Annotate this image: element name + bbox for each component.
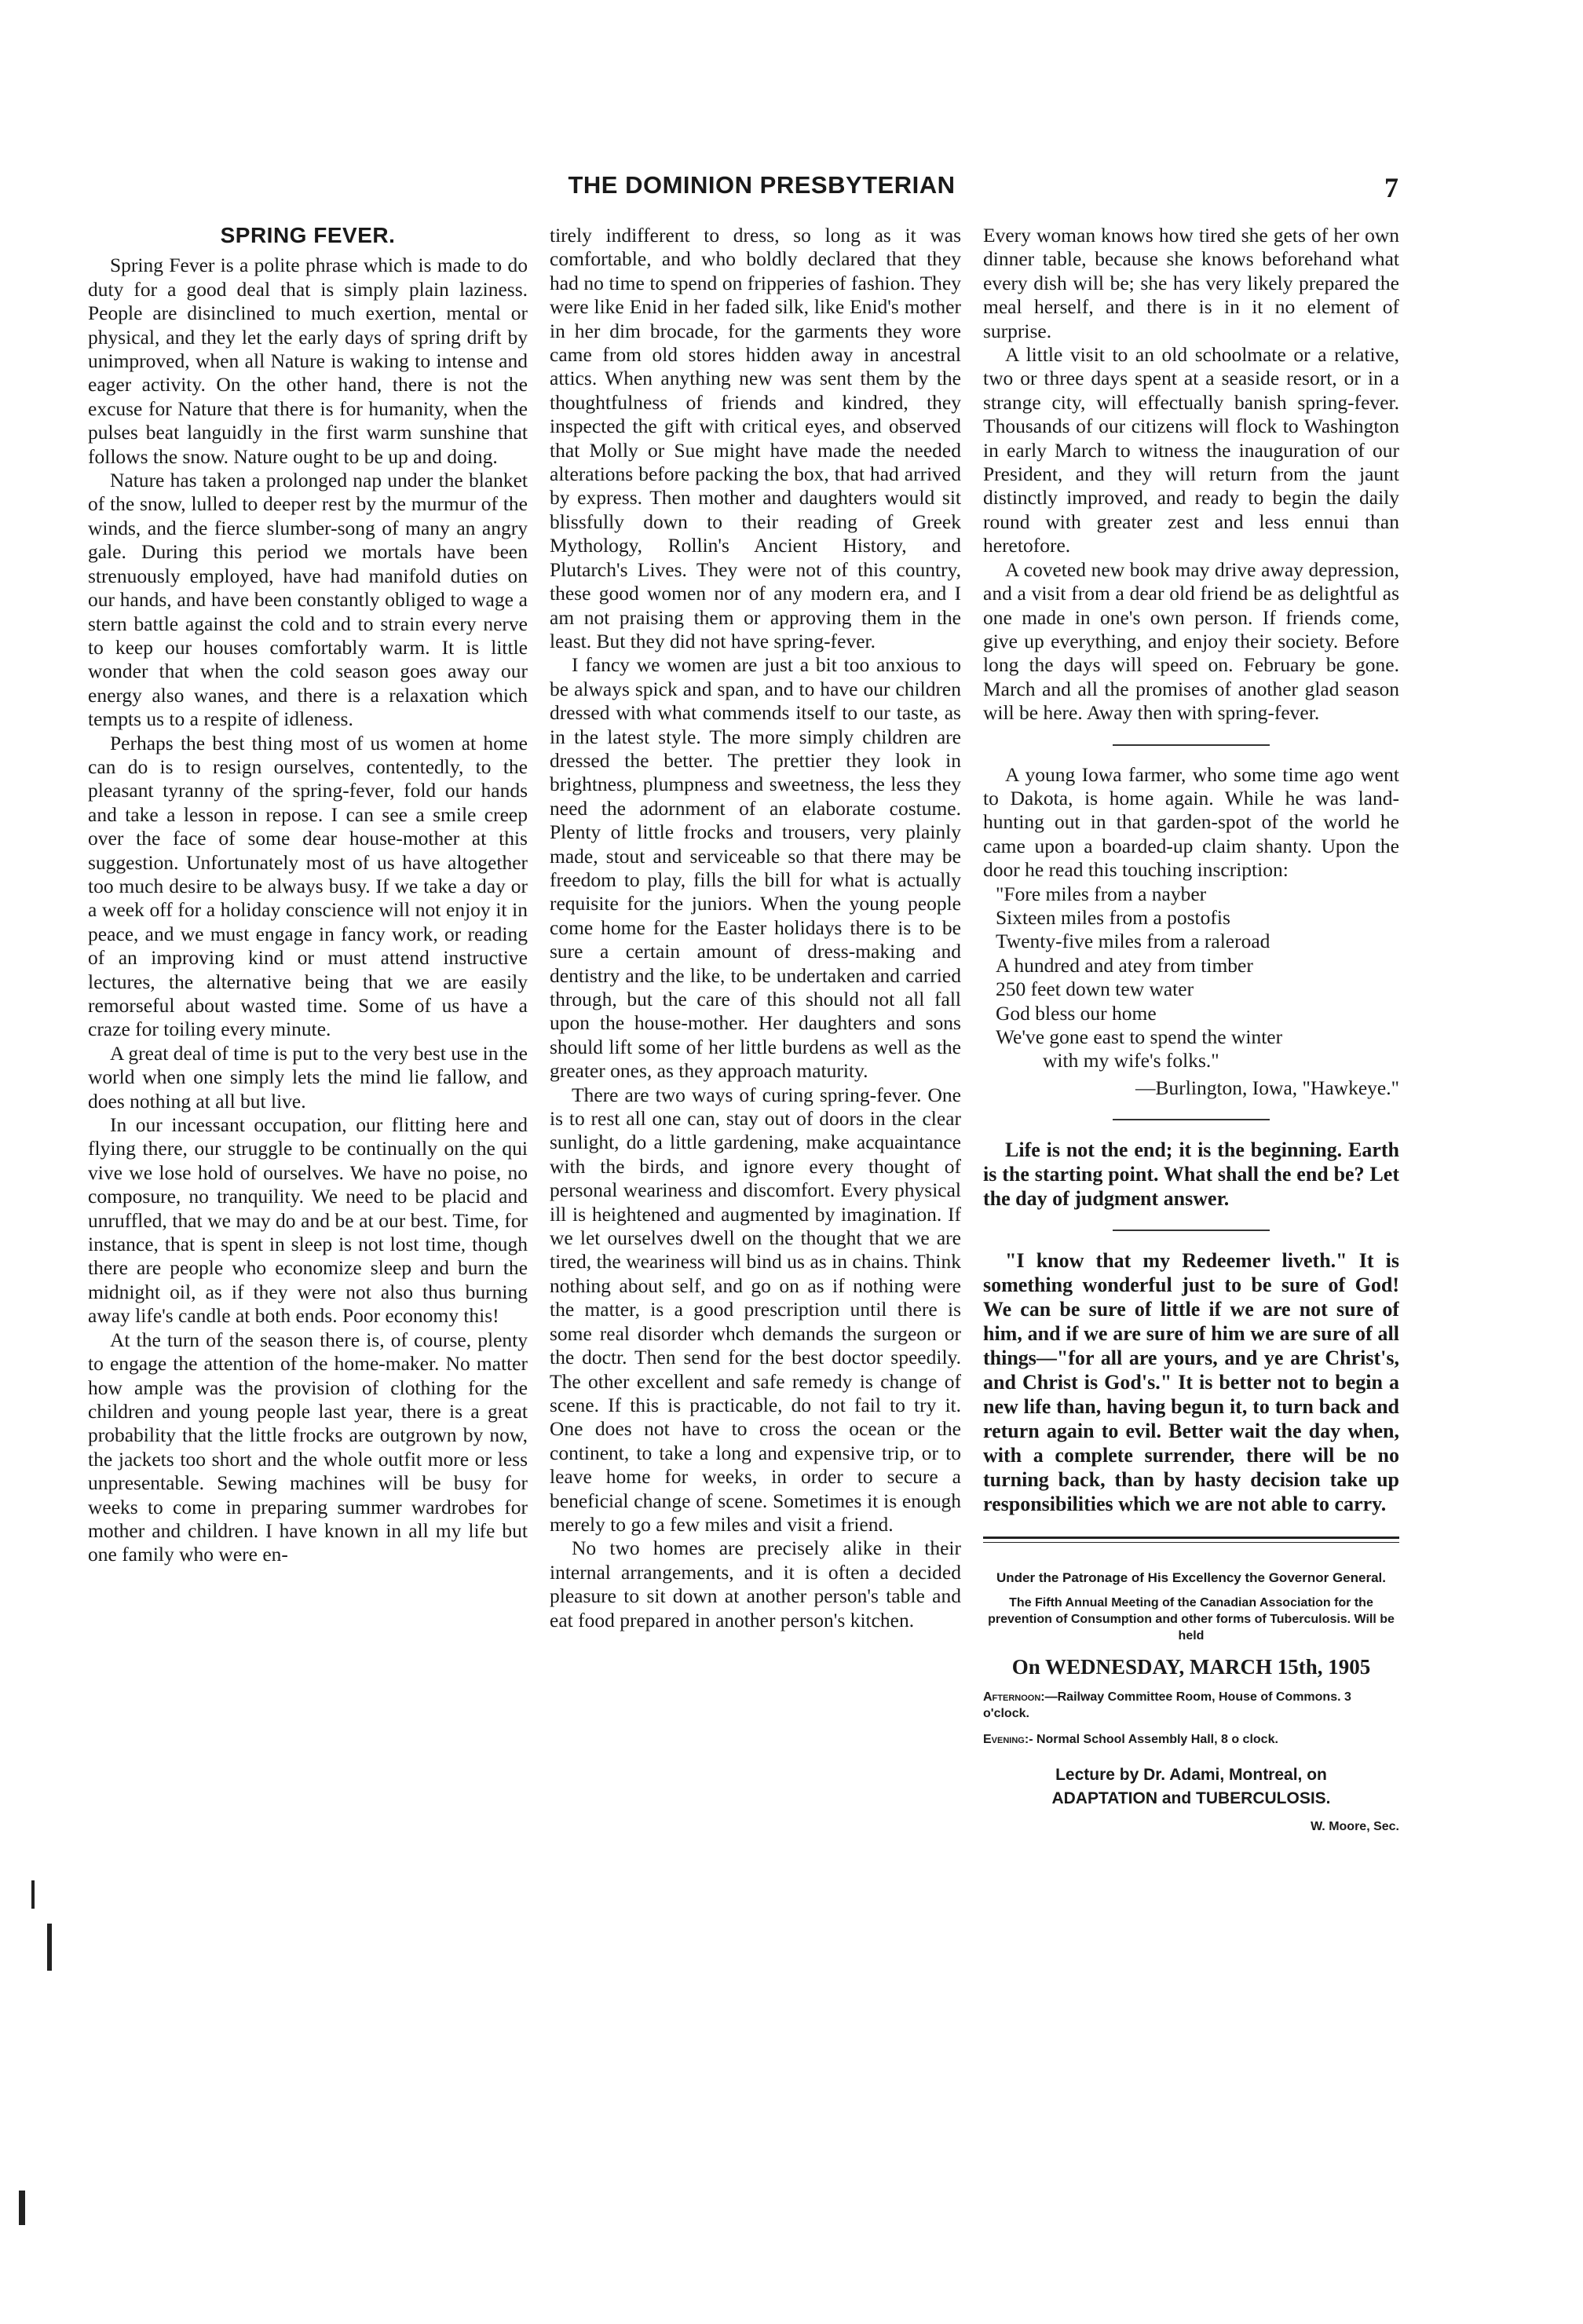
notice-afternoon (983, 1689, 1399, 1722)
evening-text: - Normal School Assembly Hall, 8 o clock. (1029, 1732, 1278, 1746)
paragraph: In our incessant occupation, our flitting here and flying there, our struggle to be continually on the qui vive we lose hold of ourselves. We have no poise, no composure, no tranquility. We need to be placid and unruffled, that we may do and be at our best. Time, for instance, that is spent in sleep is not lost time, though there are people who economize sleep and burn the midnight oil, as if they were not also thus burning away life's candle at both ends. Poor economy this! (88, 1113, 528, 1328)
notice-date: On WEDNESDAY, MARCH 15th, 1905 (1011, 1655, 1371, 1679)
notice-patronage: Under the Patronage of His Excellency the Governor General. (996, 1570, 1386, 1586)
column-1 (88, 224, 528, 2069)
scan-mark (47, 1924, 52, 1971)
afternoon-label: Afternoon: (983, 1690, 1045, 1704)
paragraph: No two homes are precisely alike in their internal arrangements, and it is often a decided pleasure to sit down at another person's table and eat food prepared in another person's kitchen. (550, 1537, 961, 1632)
lecture-line: ADAPTATION and TUBERCULOSIS. (1051, 1789, 1331, 1807)
paragraph: Spring Fever is a polite phrase which is made to do duty for a good deal that is simply plain laziness. People are disinclined to much exertion, mental or physical, and they let the early days of spring drift by unimproved, when all Nature is waking to intense and eager activity. On the other hand, there is not the excuse for Nature that there is for humanity, when the pulses beat languidly in the first warm sunshine that follows the snow. Nature ought to be up and doing. (88, 254, 528, 468)
poem-line: Sixteen miles from a postofis (996, 905, 1230, 929)
life-paragraph: Life is not the end; it is the beginning. Earth is the starting point. What shall the end be? Let the day of judgment answer. (983, 1138, 1399, 1211)
lecture-line: Lecture by Dr. Adami, Montreal, on (1055, 1765, 1327, 1784)
poem-line: with my wife's folks." (1043, 1049, 1219, 1072)
paragraph: There are two ways of curing spring-fever. One is to rest all one can, stay out of doors in the clear sunlight, do a little gardening, make acquaintance with the birds, and ignore every thought of personal weariness and discomfort. Every physical ill is heightened and augmented by imagination. If we let ourselves dwell on the thought that we are tired, the weariness will bind us as in chains. Think nothing about self, and go on as if nothing were the matter, is a good prescription until there is some real disorder whch demands the surgeon or the doctr. Then send for the best doctor speedily. The other excellent and safe remedy is change of scene. If this is practicable, do not fail to try it. One does not have to cross the ocean or the continent, to take a long and expensive trip, or to leave home for weeks, in order to secure a beneficial change of scene. Sometimes it is enough merely to go a few miles and visit a friend. (550, 1083, 961, 1536)
paragraph: I fancy we women are just a bit too anxious to be always spick and span, and to have our children dressed with what commends itself to our taste, as in the latest style. The more simply children are dressed the better. The prettier they look in brightness, plumpness and sweetness, the less they need the adornment of an elaborate costume. Plenty of little frocks and trousers, very plainly made, stout and serviceable so that there may be freedom to play, fills the bill for what is actually requisite for the juniors. When the young people come home for the Easter holidays there is to be sure a certain amount of dress-making and dentistry and the like, to be undertaken and carried through, but the care of this should not all fall upon the house-mother. Her daughters and sons should lift some of her little burdens as well as the greater ones, as they approach maturity. (550, 653, 961, 1083)
redeemer-paragraph: "I know that my Redeemer liveth." It is something wonderful just to be sure of God! We can be sure of little if we are not sure of him, and if we are sure of him we are sure of all things—"for all are yours, and ye are Christ's, and Christ is God's." It is better not to begin a new life than, having begun it, to turn back and return again to evil. Better wait the day when, with a complete surrender, there will be no turning back, than by hasty decision take up responsibilities which we are not able to carry. (983, 1249, 1399, 1516)
paragraph: A little visit to an old schoolmate or a relative, two or three days spent at a seaside resort, or in a strange city, will effectually banish spring-fever. Thousands of our citizens will flock to Washington in early March to witness the inauguration of our President, and they will return from the jaunt distinctly improved, and ready to begin the daily round with greater zest and less ennui than heretofore. (983, 343, 1399, 557)
masthead-title: THE DOMINION PRESBYTERIAN (568, 171, 956, 199)
iowa-story-intro: A young Iowa farmer, who some time ago went to Dakota, is home again. While he was land-hunting out in that garden-spot of the world he came upon a boarded-up claim shanty. Upon the door he read this touching inscription: (983, 762, 1399, 882)
section-divider (1113, 1119, 1270, 1120)
column-2 (550, 224, 961, 2069)
page-number: 7 (1384, 172, 1398, 203)
scan-mark (31, 1880, 35, 1909)
scan-mark (19, 2191, 25, 2225)
notice-secretary: W. Moore, Sec. (1311, 1819, 1399, 1833)
article-heading: SPRING FEVER. (220, 224, 396, 247)
double-rule (983, 1537, 1399, 1543)
paragraph: Perhaps the best thing most of us women at home can do is to resign ourselves, contentedly, to the pleasant tyranny of the spring-fever, fold our hands and take a lesson in repose. I can see a smile creep over the face of some dear house-mother at this suggestion. Unfortunately most of us have altogether too much desire to be always busy. If we take a day or a week off for a holiday conscience will not enjoy it in peace, and we must engage in fancy work, or reading of an improving kind or must attend instructive lectures, the alternative being that we are easily remorseful about wasted time. Some of us have a craze for toiling every minute. (88, 731, 528, 1041)
poem-line: 250 feet down tew water (996, 977, 1194, 1001)
section-divider (1113, 1230, 1270, 1231)
notice-meeting: The Fifth Annual Meeting of the Canadian Association for the prevention of Consumption and other forms of Tuberculosis. Will be held (988, 1596, 1395, 1643)
poem-line: "Fore miles from a nayber (996, 882, 1207, 905)
paragraph: tirely indifferent to dress, so long as it was comfortable, and who boldly declared that they had no time to spend on fripperies of fashion. They were like Enid in her faded silk, like Enid's mother in her dim brocade, for the garments they wore came from old stores hidden away in ancestral attics. When anything new was sent them by the thoughtfulness of friends and kindred, they inspected the gift with critical eyes, and observed that Molly or Sue might have made the needed alterations before packing the box, that had arrived by express. Then mother and daughters would sit blissfully down to their reading of Greek Mythology, Rollin's Ancient History, and Plutarch's Lives. They were not of this country, these good women nor of any modern era, and I am not praising them or approving them in the least. But they did not have spring-fever. (550, 224, 961, 652)
paragraph: Every woman knows how tired she gets of her own dinner table, because she knows beforehand what every dish will be; she has very likely prepared the meal herself, and there is in it no element of surprise. (983, 224, 1399, 342)
paragraph: A coveted new book may drive away depression, and a visit from a dear old friend be as delightful as one made in one's own person. If friends come, give up everything, and enjoy their society. Before long the days will speed on. February be gone. March and all the promises of another glad season will be here. Away then with spring-fever. (983, 557, 1399, 725)
paragraph: At the turn of the season there is, of course, plenty to engage the attention of the home-maker. No matter how ample was the provision of clothing for the children and young people last year, there is a great probability that the little frocks are outgrown by now, the jackets too short and the whole outfit more or less unpresentable. Sewing machines will be busy for weeks to come in preparing summer wardrobes for mother and children. I have known in all my life but one family who were en- (88, 1328, 528, 1566)
poem-line: We've gone east to spend the winter (996, 1025, 1283, 1048)
notice-evening (983, 1731, 1399, 1748)
shanty-inscription (983, 882, 1399, 1073)
source-attribution: —Burlington, Iowa, "Hawkeye." (1135, 1076, 1399, 1099)
paragraph: A great deal of time is put to the very best use in the world when one simply lets the mind lie fallow, and does nothing at all but live. (88, 1041, 528, 1113)
evening-label: Evening: (983, 1732, 1029, 1746)
paragraph: Nature has taken a prolonged nap under the blanket of the snow, lulled to deeper rest by the murmur of the winds, and the fierce slumber-song of many an angry gale. During this period we mortals have been strenuously employed, have had manifold duties on our hands, and have been constantly obliged to wage a stern battle against the cold and to strain every nerve to keep our houses comfortably warm. It is little wonder that when the cold season goes away our energy also wanes, and there is a relaxation which tempts us to a respite of idleness. (88, 469, 528, 731)
section-divider (1113, 744, 1270, 746)
poem-line: A hundred and atey from timber (996, 953, 1253, 977)
poem-line: God bless our home (996, 1001, 1157, 1025)
meeting-notice (983, 1569, 1399, 1839)
column-3 (983, 224, 1399, 2069)
poem-line: Twenty-five miles from a raleroad (996, 930, 1270, 953)
afternoon-text: —Railway Committee Room, House of Commons. 3 o'clock. (983, 1690, 1351, 1720)
notice-lecture (983, 1763, 1399, 1811)
